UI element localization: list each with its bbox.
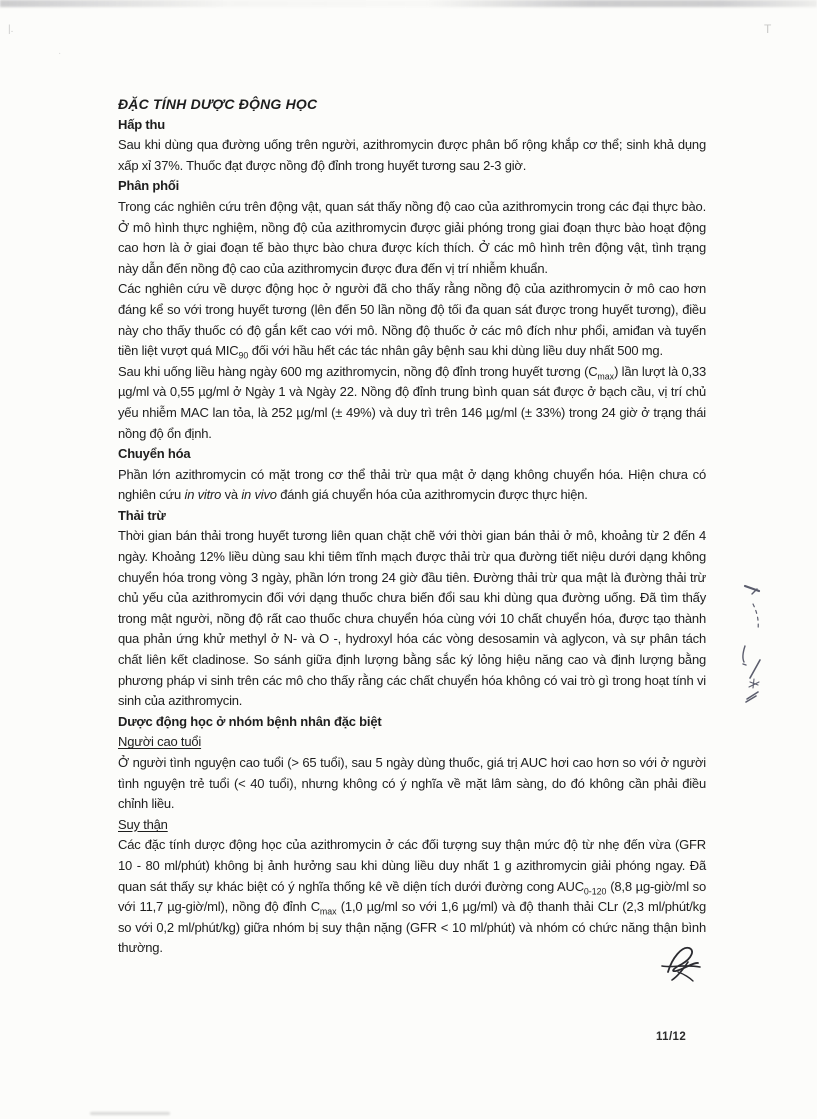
heading-chuyen-hoa: Chuyển hóa [118,446,191,462]
subheading-nguoi-cao-tuoi: Người cao tuổi [118,734,202,750]
paragraph-hap-thu: Sau khi dùng qua đường uống trên người, azithromycin được phân bố rộng khắp cơ thể; sinh khả dụng xấp xỉ 37%. Thuốc đạt được nồng độ đỉnh trong huyết tương sau 2-3 giờ. [118,137,706,173]
scan-smudge-bottom [90,1112,170,1115]
pen-marks-right-margin [733,572,775,722]
paragraph-chuyen-hoa: Phần lớn azithromycin có mặt trong cơ thể thải trừ qua mật ở dạng không chuyển hóa. Hiện chưa có nghiên cứu in vitro và in vivo đánh giá chuyển hóa của azithromycin được thực hiện. [118,466,706,503]
heading-benh-nhan-dac-biet: Dược động học ở nhóm bệnh nhân đặc biệt [118,713,382,729]
signature-scribble [654,938,714,990]
paragraph-phan-phoi-1: Trong các nghiên cứu trên động vật, quan sát thấy nồng độ cao của azithromycin trong các đại thực bào. Ở mô hình thực nghiệm, nồng độ của azithromycin được giải phóng trong giai đoạn thực bào hoạt động cao hơn là ở giai đoạn tế bào thực bào chưa được kích thích. Ở các mô hình trên động vật, tình trạng này dẫn đến nồng độ cao của azithromycin được đưa đến vị trí nhiễm khuẩn. [118,198,706,276]
heading-thai-tru: Thải trừ [118,507,166,523]
document-body [118,94,706,959]
paragraph-thai-tru: Thời gian bán thải trong huyết tương liên quan chặt chẽ với thời gian bán thải ở mô, khoảng từ 2 đến 4 ngày. Khoảng 12% liều dùng sau khi tiêm tĩnh mạch được thải trừ qua đường tiết niệu dưới dạng không chuyển hóa trong vòng 3 ngày, phần lớn trong 24 giờ đầu tiên. Đường thải trừ qua mật là đường thải trừ chủ yếu của azithromycin đối với dạng thuốc chưa biến đổi sau khi dùng qua đường uống. Đã tìm thấy trong mật người, nồng độ rất cao thuốc chưa chuyển hóa cùng với 10 chất chuyển hóa, được tạo thành qua phản ứng khử methyl ở N- và O -, hydroxyl hóa các vòng desosamin và aglycon, và sự phân tách chất liên kết cladinose. So sánh giữa định lượng bằng sắc ký lỏng hiệu năng cao và định lượng bằng phương pháp vi sinh trên các mô cho thấy rằng các chất chuyển hóa không có vai trò gì trong hoạt tính vi sinh của azithromycin. [118,528,706,709]
scan-speck-right: T [764,22,772,36]
scan-speck-left: |. [8,24,14,35]
scan-smudge-top [0,0,817,7]
section-title: ĐẶC TÍNH DƯỢC ĐỘNG HỌC [118,96,318,112]
heading-hap-thu: Hấp thu [118,116,165,132]
paragraph-phan-phoi-2: Các nghiên cứu về dược động học ở người đã cho thấy rằng nồng độ của azithromycin ở mô cao hơn đáng kể so với trong huyết tương (lên đến 50 lần nồng độ tối đa quan sát được trong huyết tương), điều này cho thấy thuốc có độ gắn kết cao với mô. Nồng độ thuốc ở các mô đích như phổi, amiđan và tuyến tiền liệt vượt quá $MIC_{90}$ đối với hầu hết các tác nhân gây bệnh sau khi dùng liều duy nhất 500 mg. [118,281,706,361]
paragraph-nguoi-cao-tuoi: Ở người tình nguyện cao tuổi (> 65 tuổi), sau 5 ngày dùng thuốc, giá trị AUC hơi cao hơn so với ở người tình nguyện trẻ tuổi (< 40 tuổi), nhưng không có ý nghĩa về mặt lâm sàng, do đó không cần phải điều chỉnh liều. [118,755,706,812]
heading-phan-phoi: Phân phối [118,178,180,194]
page-number: 11/12 [656,1031,687,1043]
scan-speck-left2: · [58,48,62,59]
paragraph-phan-phoi-3: Sau khi uống liều hàng ngày 600 mg azithromycin, nồng độ đỉnh trong huyết tương $(C_{max})$ lần lượt là 0,33 µg/ml và 0,55 µg/ml ở Ngày 1 và Ngày 22. Nồng độ đỉnh trung bình quan sát được ở bạch cầu, vị trí chủ yếu nhiễm MAC lan tỏa, là 252 µg/ml (± 49%) và duy trì trên 146 µg/ml (± 33%) trong 24 giờ ở trạng thái nồng độ ổn định. [118,363,706,441]
subheading-suy-than: Suy thận [118,816,168,832]
paragraph-suy-than: Các đặc tính dược động học của azithromycin ở các đối tượng suy thận mức độ từ nhẹ đến vừa (GFR 10 - 80 ml/phút) không bị ảnh hưởng sau khi dùng liều duy nhất 1 g azithromycin giải phóng ngay. Đã quan sát thấy sự khác biệt có ý nghĩa thống kê về diện tích dưới đường cong $AUC_{0-120}$ (8,8 µg-giờ/ml so với 11,7 µg-giờ/ml), nồng độ đỉnh $C_{max}$ (1,0 µg/ml so với 1,6 µg/ml) và độ thanh thải CLr (2,3 ml/phút/kg so với 0,2 ml/phút/kg) giữa nhóm bị suy thận nặng (GFR < 10 ml/phút) và nhóm có chức năng thận bình thường. [118,837,706,956]
